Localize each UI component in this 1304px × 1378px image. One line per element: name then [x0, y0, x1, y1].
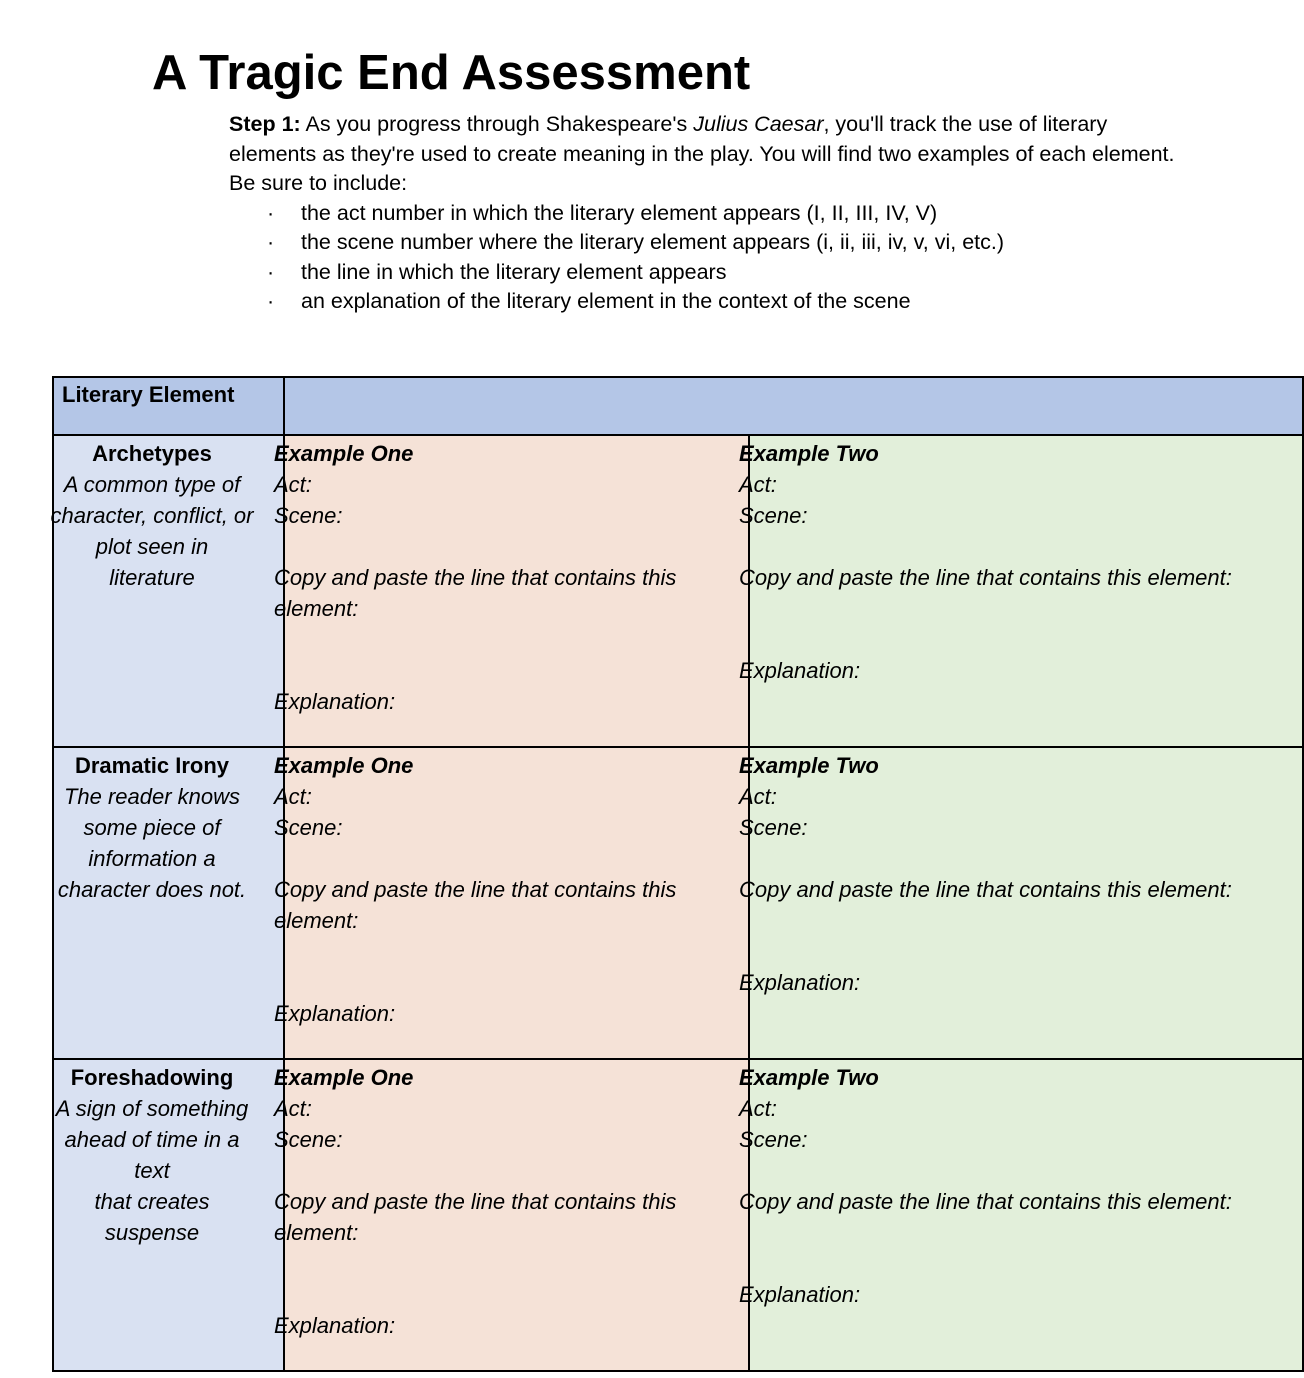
scene-field: Scene: [274, 1127, 343, 1152]
line-prompt: Copy and paste the line that contains this [274, 1189, 677, 1214]
element-cell-archetypes [50, 436, 285, 748]
literary-elements-table [52, 376, 1304, 1372]
element-name: Dramatic Irony [74, 753, 230, 778]
header-cell-examples [285, 378, 1304, 436]
example-title: Example One [274, 753, 414, 778]
scene-field: Scene: [274, 503, 343, 528]
example-two-cell[interactable] [739, 748, 1304, 1060]
element-definition-line: information a [88, 846, 216, 871]
example-title: Example One [274, 1065, 414, 1090]
line-prompt-cont: element: [274, 1220, 359, 1245]
example-one-fields [274, 750, 677, 1029]
example-one-cell[interactable] [274, 748, 750, 1060]
element-cell-foreshadowing [54, 1060, 285, 1372]
act-field: Act: [274, 784, 312, 809]
explanation-field: Explanation: [274, 1313, 396, 1338]
example-title: Example One [274, 441, 414, 466]
list-item-text: the scene number where the literary element appears (i, ii, iii, iv, v, vi, etc.) [301, 230, 1005, 254]
element-description [50, 1062, 254, 1248]
line-prompt: Copy and paste the line that contains this element: [739, 877, 1232, 902]
element-name: Archetypes [92, 441, 212, 466]
example-title: Example Two [739, 753, 879, 778]
example-one-fields [274, 438, 677, 717]
element-definition-line: character, conflict, or [50, 503, 254, 528]
requirements-list [229, 199, 1189, 317]
page-title: A Tragic End Assessment [152, 46, 751, 100]
element-description [50, 750, 254, 905]
list-item-text: the line in which the literary element appears [301, 259, 727, 284]
header-label: Literary Element [62, 382, 235, 407]
line-prompt: Copy and paste the line that contains this [274, 877, 677, 902]
example-one-cell[interactable] [274, 436, 750, 748]
example-two-fields [739, 750, 1232, 998]
example-title: Example Two [739, 441, 879, 466]
explanation-field: Explanation: [274, 1001, 396, 1026]
element-definition-line: that creates suspense [94, 1189, 210, 1245]
instructions [229, 110, 1189, 317]
line-prompt: Copy and paste the line that contains this element: [739, 565, 1232, 590]
scene-field: Scene: [739, 503, 808, 528]
explanation-field: Explanation: [739, 658, 861, 683]
element-definition-line: plot seen in literature [95, 534, 209, 590]
bullet-icon: · [267, 200, 275, 225]
example-title: Example Two [739, 1065, 879, 1090]
example-one-fields [274, 1062, 677, 1341]
element-cell-dramatic-irony [54, 748, 285, 1060]
line-prompt: Copy and paste the line that contains this [274, 565, 677, 590]
list-item [229, 199, 1189, 229]
instructions-text-2: , you'll track the use of literary elements as they're used to create meaning in the play. You will find two examples of each element. Be sure to include: [229, 112, 1175, 195]
line-prompt-cont: element: [274, 908, 359, 933]
example-two-cell[interactable] [739, 436, 1304, 748]
example-two-fields [739, 438, 1232, 686]
element-definition-line: A common type of [63, 472, 241, 497]
example-two-cell[interactable] [739, 1060, 1304, 1372]
act-field: Act: [739, 472, 777, 497]
instructions-paragraph [229, 110, 1189, 199]
line-prompt-cont: element: [274, 596, 359, 621]
element-definition-line: ahead of time in a text [64, 1127, 240, 1183]
bullet-icon: · [267, 230, 275, 254]
act-field: Act: [739, 1096, 777, 1121]
element-name: Foreshadowing [70, 1065, 234, 1090]
list-item-text: the act number in which the literary element appears (I, II, III, IV, V) [301, 200, 938, 225]
list-item [229, 228, 1189, 258]
element-definition-line: some piece of [83, 815, 221, 840]
bullet-icon: · [267, 259, 275, 284]
act-field: Act: [274, 472, 312, 497]
list-item [229, 258, 1189, 288]
instructions-text-1: As you progress through Shakespeare's [300, 112, 694, 136]
header-cell-literary-element [54, 378, 285, 436]
example-two-fields [739, 1062, 1232, 1310]
explanation-field: Explanation: [739, 1282, 861, 1307]
line-prompt: Copy and paste the line that contains this element: [739, 1189, 1232, 1214]
bullet-icon: · [267, 289, 275, 313]
list-item [229, 287, 1189, 317]
play-title: Julius Caesar [693, 112, 824, 136]
scene-field: Scene: [739, 815, 808, 840]
step-label: Step 1: [229, 112, 301, 136]
explanation-field: Explanation: [739, 970, 861, 995]
example-one-cell[interactable] [274, 1060, 750, 1372]
element-definition-line: character does not. [57, 877, 247, 902]
element-definition-line: The reader knows [63, 784, 241, 809]
scene-field: Scene: [274, 815, 343, 840]
list-item-text: an explanation of the literary element in the context of the scene [301, 289, 911, 313]
element-description [50, 438, 254, 593]
scene-field: Scene: [739, 1127, 808, 1152]
act-field: Act: [739, 784, 777, 809]
act-field: Act: [274, 1096, 312, 1121]
explanation-field: Explanation: [274, 689, 396, 714]
element-definition-line: A sign of something [55, 1096, 249, 1121]
